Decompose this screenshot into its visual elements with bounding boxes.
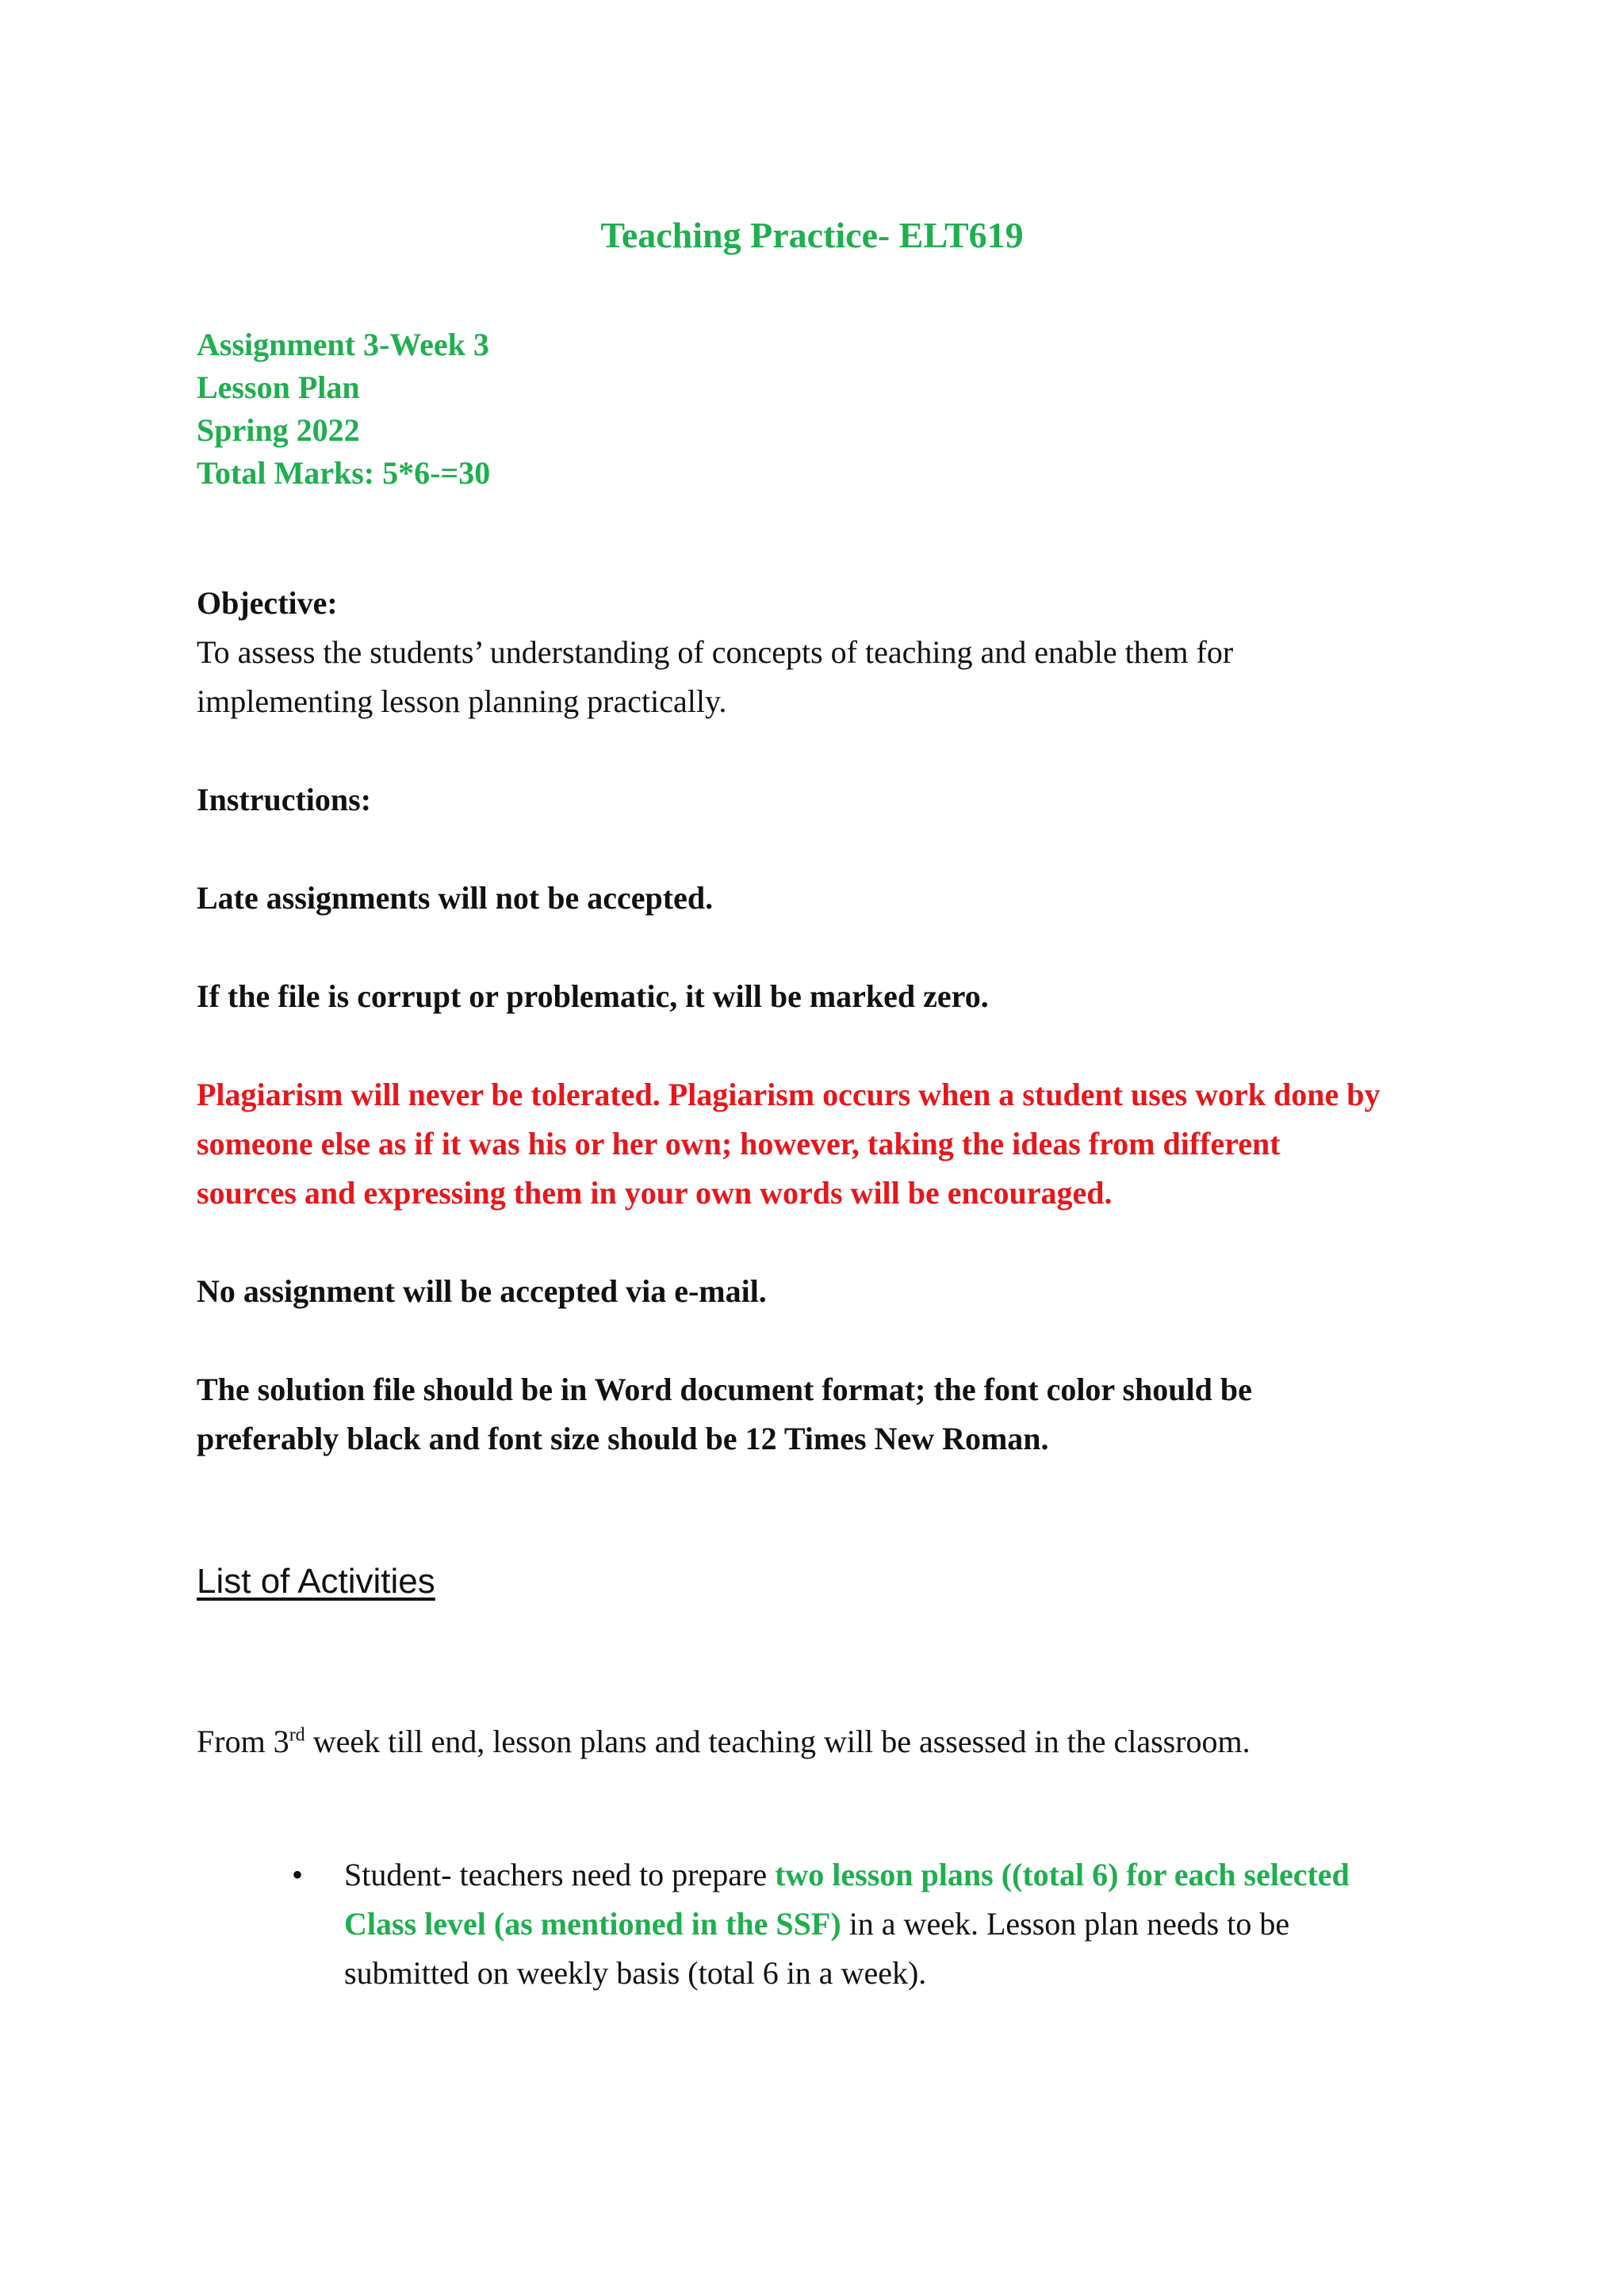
assignment-number: Assignment 3-Week 3 — [197, 327, 489, 362]
assignment-marks: Total Marks: 5*6-=30 — [197, 455, 491, 491]
activities-intro — [197, 1717, 1434, 1766]
instruction-email: No assignment will be accepted via e-mail. — [197, 1273, 767, 1309]
bullet-line — [344, 1850, 1438, 1900]
assignment-term: Spring 2022 — [197, 412, 360, 448]
bullet-text-highlight: Class level (as mentioned in the SSF) — [344, 1906, 841, 1942]
plagiarism-line: someone else as if it was his or her own; however, taking the ideas from different — [197, 1126, 1281, 1161]
objective-line: implementing lesson planning practically. — [197, 683, 727, 719]
objective-line: To assess the students’ understanding of concepts of teaching and enable them for — [197, 634, 1234, 670]
plagiarism-line: Plagiarism will never be tolerated. Plagiarism occurs when a student uses work done by — [197, 1077, 1381, 1112]
instruction-plagiarism — [197, 1070, 1434, 1218]
bullet-text-plain: Student- teachers need to prepare — [344, 1857, 776, 1892]
bullet-text — [344, 1850, 1438, 1998]
plagiarism-line: sources and expressing them in your own words will be encouraged. — [197, 1175, 1113, 1211]
assignment-meta — [197, 323, 490, 495]
format-line: The solution file should be in Word document format; the font color should be — [197, 1372, 1252, 1407]
bullet-icon: • — [292, 1857, 304, 1892]
bullet-line: submitted on weekly basis (total 6 in a week). — [344, 1955, 927, 1991]
activities-heading: List of Activities — [197, 1562, 435, 1601]
format-line: preferably black and font size should be 12 Times New Roman. — [197, 1421, 1049, 1456]
objective-section — [197, 579, 1434, 726]
document-title: Teaching Practice- ELT619 — [600, 215, 1024, 255]
intro-ordinal-suffix: rd — [289, 1724, 305, 1746]
intro-text-end: week till end, lesson plans and teaching will be assessed in the classroom. — [304, 1724, 1251, 1759]
bullet-text-highlight: two lesson plans ((total 6) for each selected — [775, 1857, 1350, 1892]
instruction-corrupt: If the file is corrupt or problematic, it will be marked zero. — [197, 978, 989, 1014]
assignment-type: Lesson Plan — [197, 369, 360, 405]
instruction-format — [197, 1365, 1434, 1464]
intro-text-start: From 3 — [197, 1724, 289, 1759]
bullet-text-plain: in a week. Lesson plan needs to be — [841, 1906, 1290, 1942]
instructions-heading: Instructions: — [197, 782, 372, 817]
instruction-late: Late assignments will not be accepted. — [197, 880, 714, 916]
bullet-line — [344, 1900, 1438, 1949]
objective-heading: Objective: — [197, 585, 338, 621]
